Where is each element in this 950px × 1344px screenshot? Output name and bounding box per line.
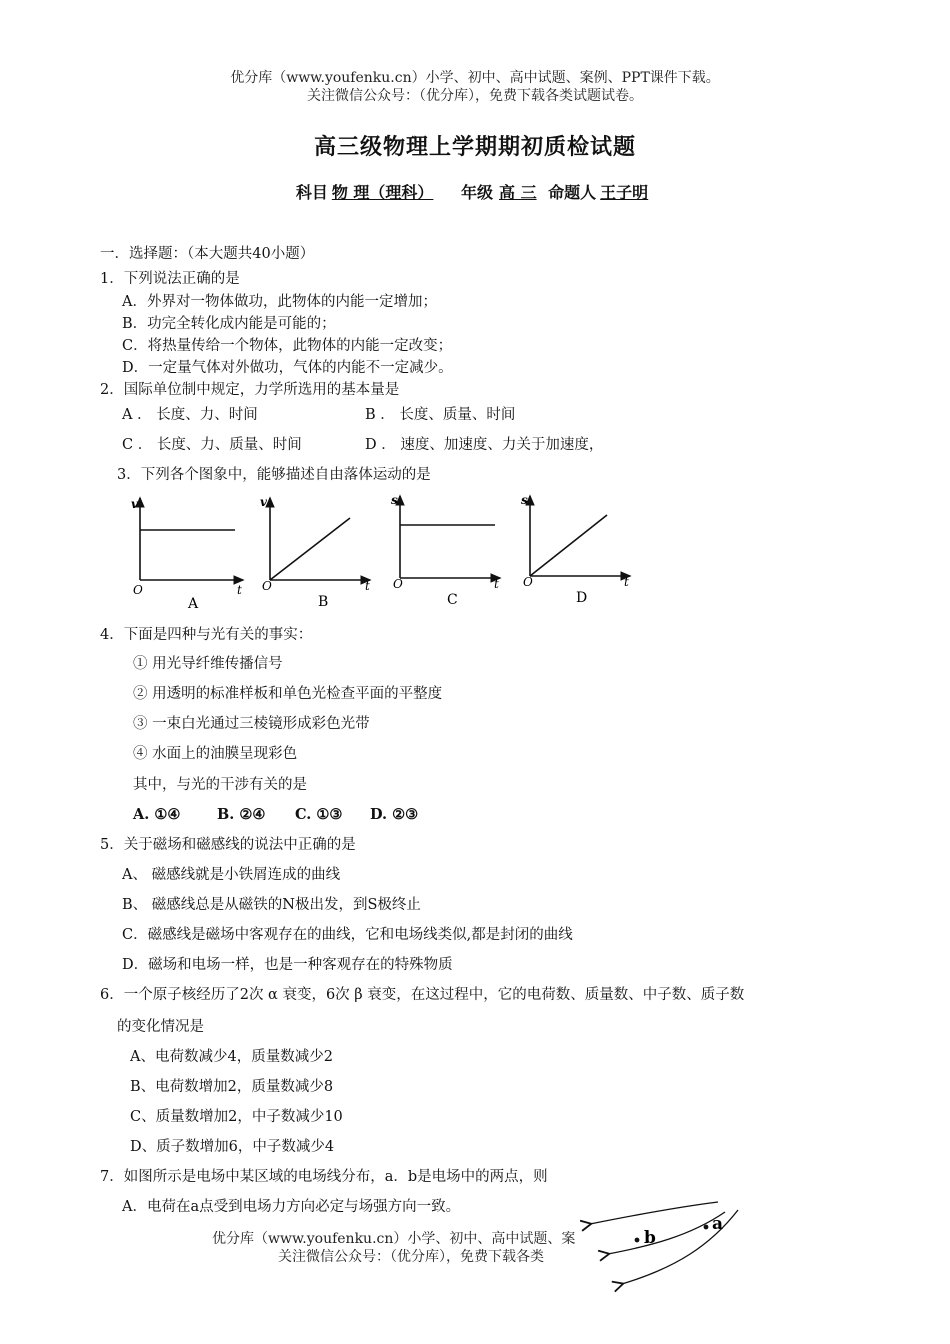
- graph-d-y-label: s: [521, 493, 528, 507]
- q3-graphs: [125, 490, 645, 615]
- q1-stem: 1．下列说法正确的是: [100, 271, 240, 287]
- graph-b-label: B: [318, 594, 329, 610]
- graph-c-label: C: [447, 592, 458, 608]
- header-line-1: 优分库（www.youfenku.cn）小学、初中、高中试题、案例、PPT课件下载。: [230, 70, 720, 86]
- q5-option-c: C．磁感线是磁场中客观存在的曲线，它和电场线类似,都是封闭的曲线: [122, 927, 573, 943]
- graph-a-label: A: [188, 596, 199, 612]
- q6-option-c: C、质量数增加2，中子数减少10: [130, 1109, 343, 1125]
- field-line-1: [590, 1202, 718, 1224]
- q2-option-b: B ． 长度、质量、时间: [365, 407, 516, 423]
- graph-a: [131, 497, 243, 612]
- q5-option-a: A、 磁感线就是小铁屑连成的曲线: [122, 867, 341, 883]
- exam-title: 高三级物理上学期期初质检试题: [313, 134, 636, 160]
- q2-stem: 2．国际单位制中规定，力学所选用的基本量是: [100, 382, 400, 398]
- q5-option-d: D．磁场和电场一样，也是一种客观存在的特殊物质: [122, 957, 453, 973]
- footer-line-1: 优分库（www.youfenku.cn）小学、初中、高中试题、案: [212, 1231, 576, 1247]
- q1-option-c: C．将热量传给一个物体，此物体的内能一定改变；: [122, 338, 453, 354]
- graph-c-origin: O: [393, 577, 403, 591]
- point-b-label: b: [644, 1228, 656, 1248]
- graph-d-label: D: [576, 590, 588, 606]
- subject-value: 物 理（理科）: [331, 183, 434, 202]
- q2-option-a: A ． 长度、力、时间: [122, 407, 258, 423]
- graph-c-x-label: t: [494, 577, 499, 591]
- subject-label: 科目: [295, 183, 328, 202]
- field-line-2: [608, 1212, 725, 1254]
- graph-d-origin: O: [523, 575, 533, 589]
- q4-option-d: D. ②③: [370, 806, 419, 823]
- q4-item-1: ① 用光导纤维传播信号: [133, 656, 283, 672]
- q1-option-d: D．一定量气体对外做功，气体的内能不一定减少。: [122, 360, 453, 376]
- graph-c-y-label: s: [391, 493, 398, 507]
- graph-b-x-label: t: [365, 579, 370, 593]
- graph-a-y-label: v: [131, 497, 138, 511]
- author-value: 王子明: [600, 183, 649, 202]
- q4-item-3: ③ 一束白光通过三棱镜形成彩色光带: [133, 716, 370, 732]
- q6-stem-line-2: 的变化情况是: [117, 1019, 204, 1035]
- point-a-label: a: [712, 1214, 724, 1234]
- q4-item-2: ② 用透明的标准样板和单色光检查平面的平整度: [133, 686, 443, 702]
- q4-option-a: A. ①④: [133, 806, 181, 823]
- q7-option-a: A．电荷在a点受到电场力方向必定与场强方向一致。: [122, 1199, 461, 1215]
- q6-option-b: B、电荷数增加2，质量数减少8: [130, 1079, 334, 1095]
- q4-item-4: ④ 水面上的油膜呈现彩色: [133, 746, 298, 762]
- grade-label: 年级: [460, 183, 493, 202]
- q4-stem: 4．下面是四种与光有关的事实：: [100, 627, 313, 643]
- q4-option-b: B. ②④: [217, 806, 266, 823]
- q7-stem: 7．如图所示是电场中某区域的电场线分布，a．b是电场中的两点，则: [100, 1169, 548, 1185]
- grade-value: 高 三: [499, 183, 537, 202]
- q6-stem-line-1: 6．一个原子核经历了2次 α 衰变，6次 β 衰变，在这过程中，它的电荷数、质量数、中子数、质子数: [100, 987, 745, 1003]
- graph-b-y-label: v: [260, 495, 267, 509]
- graph-a-origin: O: [133, 583, 143, 597]
- graph-d: [521, 493, 630, 606]
- q4-ask: 其中，与光的干涉有关的是: [133, 777, 307, 793]
- q3-stem: 3．下列各个图象中，能够描述自由落体运动的是: [117, 467, 431, 483]
- q5-stem: 5．关于磁场和磁感线的说法中正确的是: [100, 837, 356, 853]
- q5-option-b: B、 磁感线总是从磁铁的N极出发，到S极终止: [122, 897, 421, 913]
- q6-option-d: D、质子数增加6，中子数减少4: [130, 1139, 335, 1155]
- graph-b-line: [270, 518, 350, 580]
- author-label: 命题人: [548, 183, 597, 202]
- point-b-dot: [635, 1238, 640, 1243]
- footer-line-2: 关注微信公众号：（优分库），免费下载各类: [278, 1249, 544, 1265]
- graph-b: [260, 495, 370, 610]
- graph-c: [391, 493, 500, 608]
- header-line-2: 关注微信公众号：（优分库），免费下载各类试题试卷。: [307, 88, 643, 104]
- graph-b-origin: O: [262, 579, 272, 593]
- point-a-dot: [704, 1225, 709, 1230]
- q1-option-a: A．外界对一物体做功，此物体的内能一定增加；: [122, 294, 437, 310]
- section-heading: 一．选择题：（本大题共40小题）: [100, 246, 315, 262]
- q1-option-b: B．功完全转化成内能是可能的；: [122, 316, 336, 332]
- electric-field-figure: [580, 1196, 750, 1296]
- q4-option-c: C. ①③: [295, 806, 343, 823]
- exam-subtitle: [0, 180, 950, 203]
- q2-option-d: D ． 速度、加速度、力关于加速度，: [365, 437, 604, 453]
- graph-d-x-label: t: [624, 575, 629, 589]
- q2-option-c: C ． 长度、力、质量、时间: [122, 437, 302, 453]
- graph-d-line: [530, 515, 607, 576]
- q6-option-a: A、电荷数减少4，质量数减少2: [130, 1049, 333, 1065]
- graph-a-x-label: t: [237, 583, 242, 597]
